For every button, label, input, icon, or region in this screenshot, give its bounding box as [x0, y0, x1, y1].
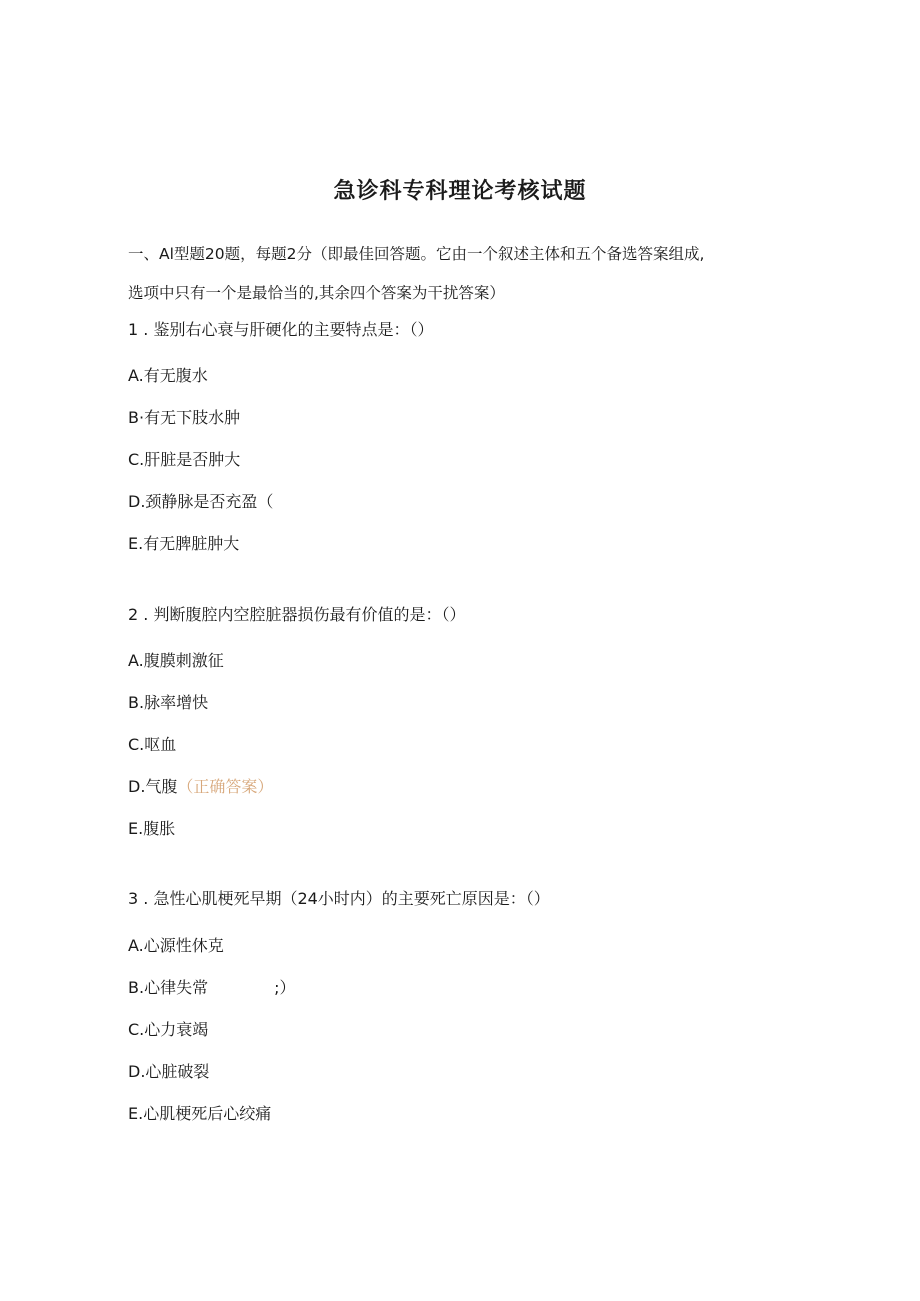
section-intro-line-1: 一、Al型题20题，每题2分（即最佳回答题。它由一个叙述主体和五个备选答案组成,	[128, 245, 705, 263]
page-title: 急诊科专科理论考核试题	[333, 179, 587, 204]
question-3-option-b-suffix: ;）	[274, 978, 296, 997]
question-3-option-d: D.心脏破裂	[128, 1062, 210, 1081]
question-2-stem: 2 . 判断腹腔内空腔脏器损伤最有价值的是：（）	[128, 605, 466, 624]
question-1-option-d: D.颈静脉是否充盈（	[128, 492, 274, 511]
question-3-option-c: C.心力衰竭	[128, 1020, 209, 1039]
section-intro-line-2: 选项中只有一个是最恰当的,其余四个答案为干扰答案）	[128, 284, 505, 302]
question-3-option-e: E.心肌梗死后心绞痛	[128, 1104, 272, 1123]
question-2-option-c: C.呕血	[128, 735, 177, 754]
correct-answer-note: （正确答案）	[177, 777, 274, 796]
question-1-option-a: A.有无腹水	[128, 366, 208, 385]
question-2-option-d-text: D.气腹	[128, 777, 178, 796]
question-1-stem: 1 . 鉴别右心衰与肝硬化的主要特点是：（）	[128, 320, 434, 339]
question-3-option-b	[128, 978, 295, 998]
question-1-option-c: C.肝脏是否肿大	[128, 450, 241, 469]
question-1-option-e: E.有无脾脏肿大	[128, 534, 240, 553]
question-2-option-e: E.腹胀	[128, 819, 176, 838]
question-2-option-d	[128, 777, 273, 797]
question-1-option-b: B·有无下肢水肿	[128, 408, 241, 427]
question-2-option-b: B.脉率增快	[128, 693, 209, 712]
question-3-stem: 3 . 急性心肌梗死早期（24小时内）的主要死亡原因是：（）	[128, 889, 550, 908]
question-3-option-b-text: B.心律失常	[128, 978, 209, 997]
question-2-option-a: A.腹膜刺激征	[128, 651, 224, 670]
question-3-option-a: A.心源性休克	[128, 936, 224, 955]
